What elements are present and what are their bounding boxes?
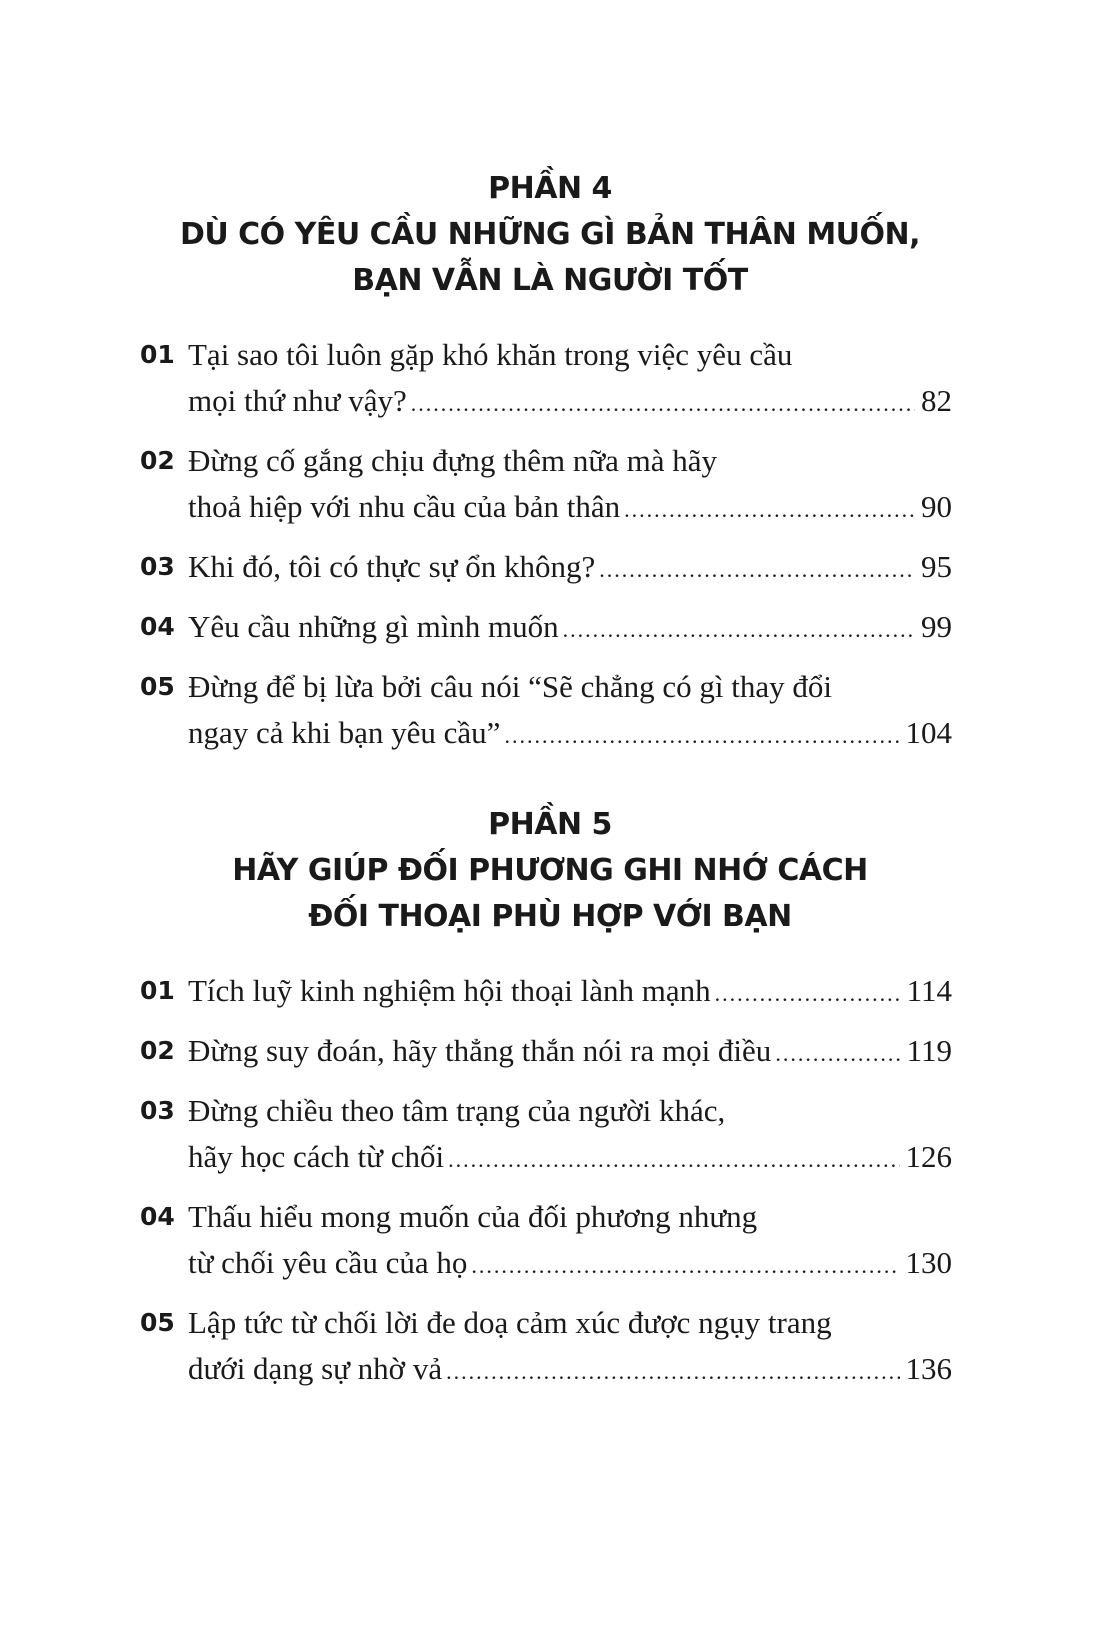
toc-entry-first-line bbox=[140, 664, 952, 710]
entry-page-number: 136 bbox=[905, 1351, 952, 1386]
toc-entry-leader-line bbox=[140, 604, 952, 650]
entry-number: 01 bbox=[140, 340, 175, 369]
entry-title: Đừng suy đoán, hãy thẳng thắn nói ra mọi điều bbox=[188, 1033, 772, 1068]
dot-leader bbox=[775, 1031, 900, 1077]
entry-page-number: 104 bbox=[905, 715, 952, 750]
entry-page-number: 126 bbox=[905, 1139, 952, 1174]
entry-number: 01 bbox=[140, 976, 175, 1005]
toc-entry-first-line bbox=[140, 1088, 952, 1134]
entry-title: Thấu hiểu mong muốn của đối phương nhưng bbox=[188, 1199, 758, 1234]
toc-entry-first-line bbox=[140, 438, 952, 484]
toc-entry-leader-line bbox=[140, 710, 952, 756]
toc-entry-5-05[interactable] bbox=[140, 1300, 952, 1392]
entry-title: Đừng để bị lừa bởi câu nói “Sẽ chẳng có gì thay đổi bbox=[188, 669, 833, 704]
toc-entry-first-line bbox=[140, 332, 952, 378]
entry-title: Yêu cầu những gì mình muốn bbox=[188, 609, 559, 644]
toc-entry-4-02[interactable] bbox=[140, 438, 952, 530]
dot-leader bbox=[624, 487, 915, 533]
toc-entry-leader-line bbox=[140, 968, 952, 1014]
toc-entry-leader-line bbox=[140, 544, 952, 590]
toc-entry-5-02[interactable] bbox=[140, 1028, 952, 1074]
toc-entry-leader-line bbox=[140, 484, 952, 530]
entry-number: 05 bbox=[140, 1308, 175, 1337]
entry-page-number: 130 bbox=[905, 1245, 952, 1280]
dot-leader bbox=[448, 1137, 899, 1183]
part-4-heading bbox=[140, 166, 960, 304]
part-5-label: PHẦN 5 bbox=[488, 807, 612, 842]
entry-title-continued: mọi thứ như vậy? bbox=[188, 383, 407, 418]
toc-entry-5-03[interactable] bbox=[140, 1088, 952, 1180]
entry-page-number: 99 bbox=[921, 609, 952, 644]
dot-leader bbox=[504, 713, 899, 759]
toc-entry-first-line bbox=[140, 1300, 952, 1346]
toc-entry-5-01[interactable] bbox=[140, 968, 952, 1014]
part-4-title-line-2: BẠN VẪN LÀ NGƯỜI TỐT bbox=[352, 263, 748, 298]
entry-number: 02 bbox=[140, 446, 175, 475]
toc-entry-first-line bbox=[140, 1194, 952, 1240]
entry-title: Khi đó, tôi có thực sự ổn không? bbox=[188, 549, 596, 584]
dot-leader bbox=[446, 1349, 899, 1395]
entry-number: 05 bbox=[140, 672, 175, 701]
toc-entry-leader-line bbox=[140, 1028, 952, 1074]
toc-entry-4-04[interactable] bbox=[140, 604, 952, 650]
part-5-title-line-2: ĐỐI THOẠI PHÙ HỢP VỚI BẠN bbox=[308, 899, 792, 934]
entry-number: 04 bbox=[140, 612, 175, 641]
entry-title-continued: ngay cả khi bạn yêu cầu” bbox=[188, 715, 501, 750]
part-5-toc-list bbox=[140, 968, 952, 1392]
entry-page-number: 95 bbox=[921, 549, 952, 584]
entry-page-number: 90 bbox=[921, 489, 952, 524]
entry-number: 03 bbox=[140, 552, 175, 581]
dot-leader bbox=[471, 1243, 899, 1289]
toc-entry-4-05[interactable] bbox=[140, 664, 952, 756]
entry-title: Đừng cố gắng chịu đựng thêm nữa mà hãy bbox=[188, 443, 718, 478]
entry-page-number: 82 bbox=[921, 383, 952, 418]
part-4-toc-list bbox=[140, 332, 952, 756]
part-4-title-line-1: DÙ CÓ YÊU CẦU NHỮNG GÌ BẢN THÂN MUỐN, bbox=[179, 217, 921, 252]
entry-number: 04 bbox=[140, 1202, 175, 1231]
entry-title-continued: hãy học cách từ chối bbox=[188, 1139, 445, 1174]
toc-entry-leader-line bbox=[140, 378, 952, 424]
entry-page-number: 114 bbox=[906, 973, 952, 1008]
entry-page-number: 119 bbox=[906, 1033, 952, 1068]
entry-number: 02 bbox=[140, 1036, 175, 1065]
dot-leader bbox=[563, 607, 915, 653]
entry-title-continued: từ chối yêu cầu của họ bbox=[188, 1245, 468, 1280]
toc-entry-4-03[interactable] bbox=[140, 544, 952, 590]
toc-entry-leader-line bbox=[140, 1346, 952, 1392]
entry-title-continued: dưới dạng sự nhờ vả bbox=[188, 1351, 443, 1386]
entry-title: Lập tức từ chối lời đe doạ cảm xúc được ngụy trang bbox=[188, 1305, 832, 1340]
toc-entry-4-01[interactable] bbox=[140, 332, 952, 424]
dot-leader bbox=[599, 547, 915, 593]
toc-entry-leader-line bbox=[140, 1240, 952, 1286]
dot-leader bbox=[411, 381, 915, 427]
entry-title: Tại sao tôi luôn gặp khó khăn trong việc yêu cầu bbox=[188, 337, 793, 372]
part-5-heading bbox=[140, 802, 960, 940]
entry-title: Tích luỹ kinh nghiệm hội thoại lành mạnh bbox=[188, 973, 711, 1008]
dot-leader bbox=[715, 971, 901, 1017]
entry-number: 03 bbox=[140, 1096, 175, 1125]
entry-title-continued: thoả hiệp với nhu cầu của bản thân bbox=[188, 489, 621, 524]
part-4-label: PHẦN 4 bbox=[488, 171, 612, 206]
toc-entry-leader-line bbox=[140, 1134, 952, 1180]
part-5-title-line-1: HÃY GIÚP ĐỐI PHƯƠNG GHI NHỚ CÁCH bbox=[232, 853, 868, 888]
toc-entry-5-04[interactable] bbox=[140, 1194, 952, 1286]
entry-title: Đừng chiều theo tâm trạng của người khác, bbox=[188, 1093, 726, 1128]
